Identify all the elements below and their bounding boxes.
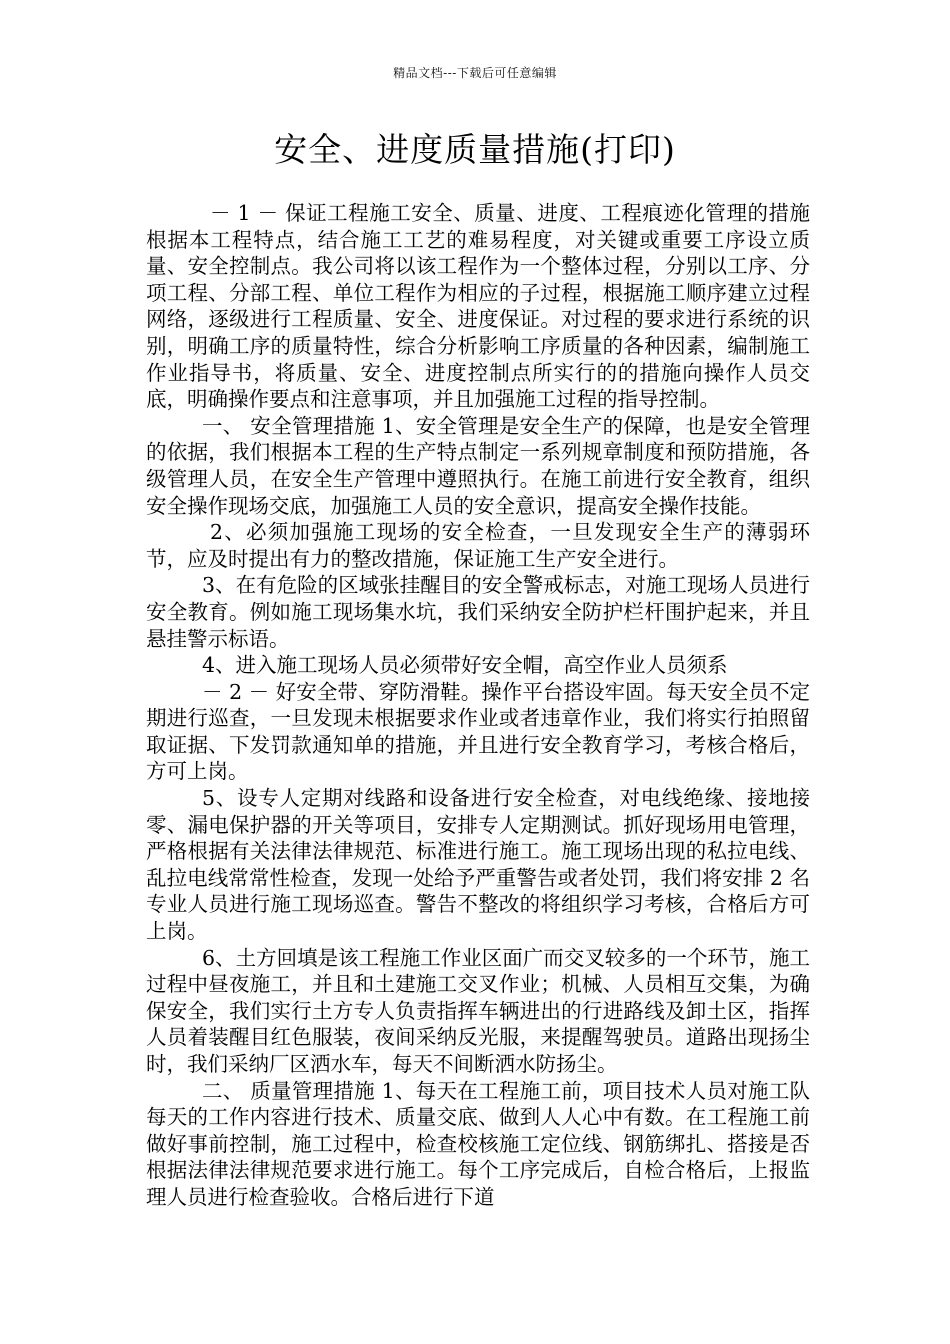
paragraph-safety-3: 3、在有危险的区域张挂醒目的安全警戒标志，对施工现场人员进行安全教育。例如施工现场集水坑，我们采纳安全防护栏杆围护起来，并且悬挂警示标语。 — [146, 573, 810, 651]
header-note: 精品文档---下载后可任意编辑 — [393, 66, 557, 80]
paragraph-quality-1: 二、 质量管理措施 1、每天在工程施工前，项目技术人员对施工队每天的工作内容进行技术、质量交底、做到人人心中有数。在工程施工前做好事前控制，施工过程中，检查校核施工定位线、钢筋绑扎、搭接是否根据法律法律规范要求进行施工。每个工序完成后，自检合格后，上报监理人员进行检查验收。合格后进行下道 — [146, 1078, 810, 1209]
paragraph-safety-5: 5、设专人定期对线路和设备进行安全检查，对电线绝缘、接地接零、漏电保护器的开关等项目，安排专人定期测试。抓好现场用电管理，严格根据有关法律法律规范、标准进行施工。施工现场出现的私拉电线、乱拉电线常常性检查，发现一处给予严重警告或者处罚，我们将安排 2 名专业人员进行施工现场巡查。警告不整改的将组织学习考核，合格后方可上岗。 — [146, 786, 810, 944]
document-body — [146, 200, 810, 1211]
document-title: 安全、进度质量措施(打印) — [274, 130, 676, 169]
paragraph-safety-6: 6、土方回填是该工程施工作业区面广而交叉较多的一个环节，施工过程中昼夜施工，并且和土建施工交叉作业；机械、人员相互交集，为确保安全，我们实行土方专人负责指挥车辆进出的行进路线及卸土区，指挥人员着装醒目红色服装，夜间采纳反光服，来提醒驾驶员。道路出现扬尘时，我们采纳厂区洒水车，每天不间断洒水防扬尘。 — [146, 945, 810, 1076]
paragraph-safety-1: 一、 安全管理措施 1、安全管理是安全生产的保障，也是安全管理的依据，我们根据本工程的生产特点制定一系列规章制度和预防措施，各级管理人员，在安全生产管理中遵照执行。在施工前进行安全教育，组织安全操作现场交底，加强施工人员的安全意识，提高安全操作技能。 — [146, 413, 810, 518]
paragraph-safety-4: 4、进入施工现场人员必须带好安全帽，高空作业人员须系 — [202, 653, 728, 678]
paragraph-page-2-continuation: － 2 － 好安全带、穿防滑鞋。操作平台搭设牢固。每天安全员不定期进行巡查，一旦发现未根据要求作业或者违章作业，我们将实行拍照留取证据、下发罚款通知单的措施，并且进行安全教育学习，考核合格后，方可上岗。 — [146, 679, 810, 784]
paragraph-safety-2: 2、必须加强施工现场的安全检查，一旦发现安全生产的薄弱环节，应及时提出有力的整改措施，保证施工生产安全进行。 — [146, 520, 810, 571]
paragraph-intro: － 1 － 保证工程施工安全、质量、进度、工程痕迹化管理的措施 根据本工程特点，结合施工工艺的难易程度，对关键或重要工序设立质量、安全控制点。我公司将以该工程作为一个整体过程，分别以工序、分项工程、分部工程、单位工程作为相应的子过程，根据施工顺序建立过程网络，逐级进行工程质量、安全、进度保证。对过程的要求进行系统的识别，明确工序的质量特性，综合分析影响工序质量的各种因素，编制施工作业指导书，将质量、安全、进度控制点所实行的的措施向操作人员交底，明确操作要点和注意事项，并且加强施工过程的指导控制。 — [146, 201, 810, 412]
